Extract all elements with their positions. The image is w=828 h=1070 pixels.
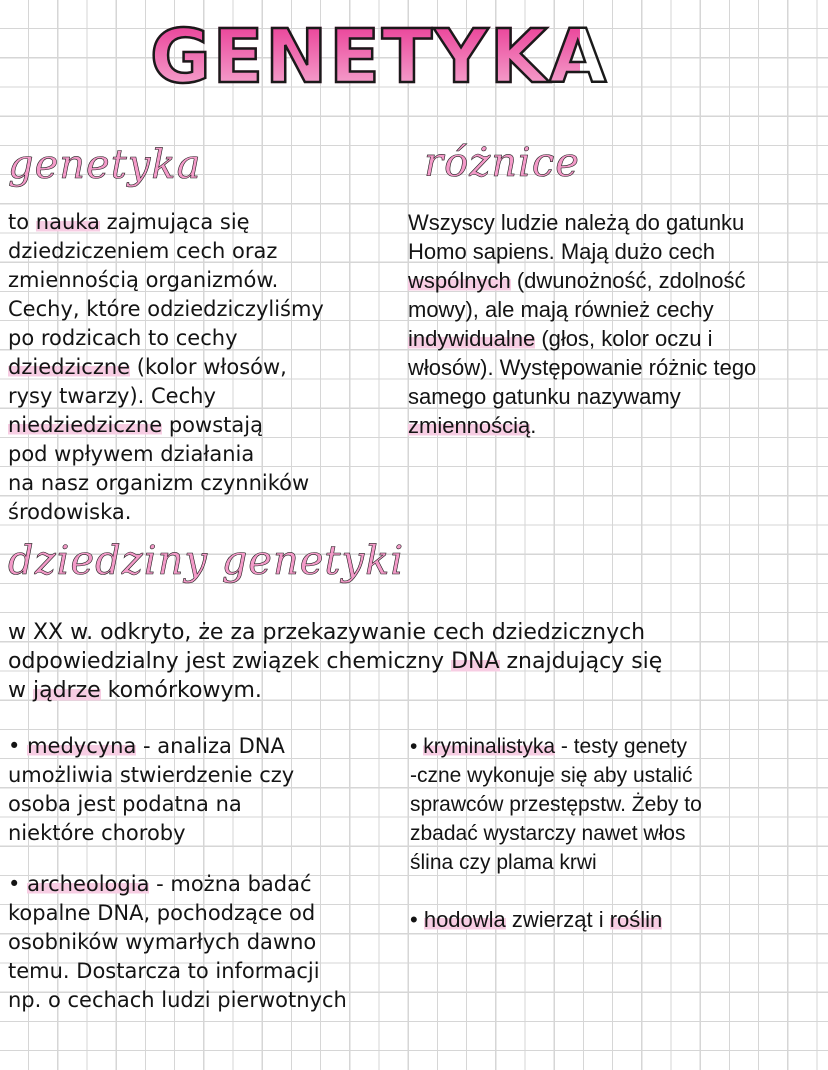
text-line <box>8 411 324 440</box>
text-segment: Wszyscy ludzie należą do gatunku <box>408 210 745 235</box>
text-line <box>8 353 324 382</box>
text-segment: • <box>8 872 28 896</box>
text-line <box>8 618 662 647</box>
text-segment: • <box>410 735 424 758</box>
text-segment: (głos, kolor oczu i <box>535 326 713 351</box>
text-segment: temu. Dostarcza to informacji <box>8 959 320 983</box>
text-segment: zmiennością organizmów. <box>8 268 279 292</box>
text-line <box>410 732 702 761</box>
text-line <box>8 469 324 498</box>
text-segment: zbadać wystarczy nawet włos <box>410 822 686 845</box>
text-segment: znajdujący się <box>499 649 663 674</box>
text-line <box>410 905 662 934</box>
text-segment: • <box>410 907 424 932</box>
text-line <box>408 382 756 411</box>
text-segment: . <box>530 413 537 438</box>
highlighted-term: niedziedziczne <box>8 413 163 437</box>
highlighted-term: zmiennością <box>408 413 531 438</box>
text-segment: Cechy, które odziedziczyliśmy <box>8 297 324 321</box>
text-line <box>8 899 347 928</box>
highlighted-term: archeologia <box>27 872 150 896</box>
text-segment: włosów). Występowanie różnic tego <box>408 355 757 380</box>
page-title: GENETYKA <box>150 14 609 100</box>
text-segment: np. o cechach ludzi pierwotnych <box>8 988 347 1012</box>
text-line <box>8 986 347 1015</box>
text-line <box>410 761 702 790</box>
text-line <box>408 353 756 382</box>
text-segment: osoba jest podatna na <box>8 792 242 816</box>
text-segment: - analiza DNA <box>136 734 285 758</box>
bullet-archeologia <box>8 870 347 1015</box>
text-line <box>410 848 702 877</box>
text-segment: na nasz organizm czynników <box>8 471 310 495</box>
highlighted-term: roślin <box>609 907 663 932</box>
text-segment: zajmująca się <box>99 210 250 234</box>
roznice-text <box>408 208 756 440</box>
text-segment: sprawców przestępstw. Żeby to <box>410 793 702 816</box>
text-segment: -czne wykonuje się aby ustalić <box>410 764 693 787</box>
text-segment: osobników wymarłych dawno <box>8 930 317 954</box>
text-line <box>408 237 756 266</box>
highlighted-term: kryminalistyka <box>423 735 556 758</box>
highlighted-term: nauka <box>35 210 100 234</box>
text-line <box>8 790 294 819</box>
heading-dziedziny: dziedziny genetyki <box>8 538 405 584</box>
text-segment: kopalne DNA, pochodzące od <box>8 901 316 925</box>
text-line <box>8 870 347 899</box>
text-line <box>8 266 324 295</box>
text-line <box>8 761 294 790</box>
text-segment: (dwunożność, zdolność <box>510 268 746 293</box>
bullet-medycyna <box>8 732 294 848</box>
text-segment: samego gatunku nazywamy <box>408 384 681 409</box>
highlighted-term: wspólnych <box>408 268 511 293</box>
text-segment: to <box>8 210 36 234</box>
text-segment: umożliwia stwierdzenie czy <box>8 763 295 787</box>
heading-genetyka: genetyka <box>8 142 202 188</box>
highlighted-term: indywidualne <box>408 326 536 351</box>
text-line <box>410 819 702 848</box>
text-line <box>8 382 324 411</box>
text-line <box>408 266 756 295</box>
text-segment: odpowiedzialny jest związek chemiczny <box>8 649 452 674</box>
text-segment: dziedziczeniem cech oraz <box>8 239 278 263</box>
text-line <box>8 647 662 676</box>
text-segment: w <box>8 678 33 703</box>
text-line <box>8 498 324 527</box>
text-segment: - można badać <box>149 872 312 896</box>
bullet-kryminalistyka <box>410 732 702 877</box>
genetyka-text <box>8 208 324 527</box>
text-segment: po rodzicach to cechy <box>8 326 238 350</box>
text-line <box>8 676 662 705</box>
highlighted-term: medycyna <box>27 734 137 758</box>
dziedziny-intro <box>8 618 662 705</box>
text-line <box>8 732 294 761</box>
text-segment: rysy twarzy). Cechy <box>8 384 216 408</box>
text-segment: zwierząt i <box>505 907 610 932</box>
bullet-hodowla <box>410 905 662 934</box>
highlighted-term: dziedziczne <box>8 355 131 379</box>
text-line <box>408 295 756 324</box>
text-line <box>8 928 347 957</box>
text-segment: Homo sapiens. Mają dużo cech <box>408 239 715 264</box>
text-line <box>8 237 324 266</box>
text-segment: środowiska. <box>8 500 132 524</box>
text-segment: - testy genety <box>555 735 687 758</box>
text-line <box>8 295 324 324</box>
text-line <box>408 208 756 237</box>
text-segment: mowy), ale mają również cechy <box>408 297 714 322</box>
highlighted-term: DNA <box>451 649 500 674</box>
heading-roznice: różnice <box>424 140 580 186</box>
text-segment: ślina czy plama krwi <box>410 851 597 874</box>
text-segment: pod wpływem działania <box>8 442 255 466</box>
text-line <box>410 790 702 819</box>
text-line <box>408 324 756 353</box>
text-segment: niektóre choroby <box>8 821 186 845</box>
text-segment: w XX w. odkryto, że za przekazywanie cech dziedzicznych <box>8 620 646 645</box>
text-segment: (kolor włosów, <box>130 355 287 379</box>
text-line <box>8 208 324 237</box>
text-line <box>8 324 324 353</box>
text-line <box>8 819 294 848</box>
highlighted-term: hodowla <box>423 907 506 932</box>
text-segment: powstają <box>162 413 263 437</box>
text-segment: komórkowym. <box>100 678 262 703</box>
text-line <box>8 957 347 986</box>
highlighted-term: jądrze <box>33 678 101 703</box>
text-line <box>408 411 756 440</box>
text-line <box>8 440 324 469</box>
text-segment: • <box>8 734 28 758</box>
